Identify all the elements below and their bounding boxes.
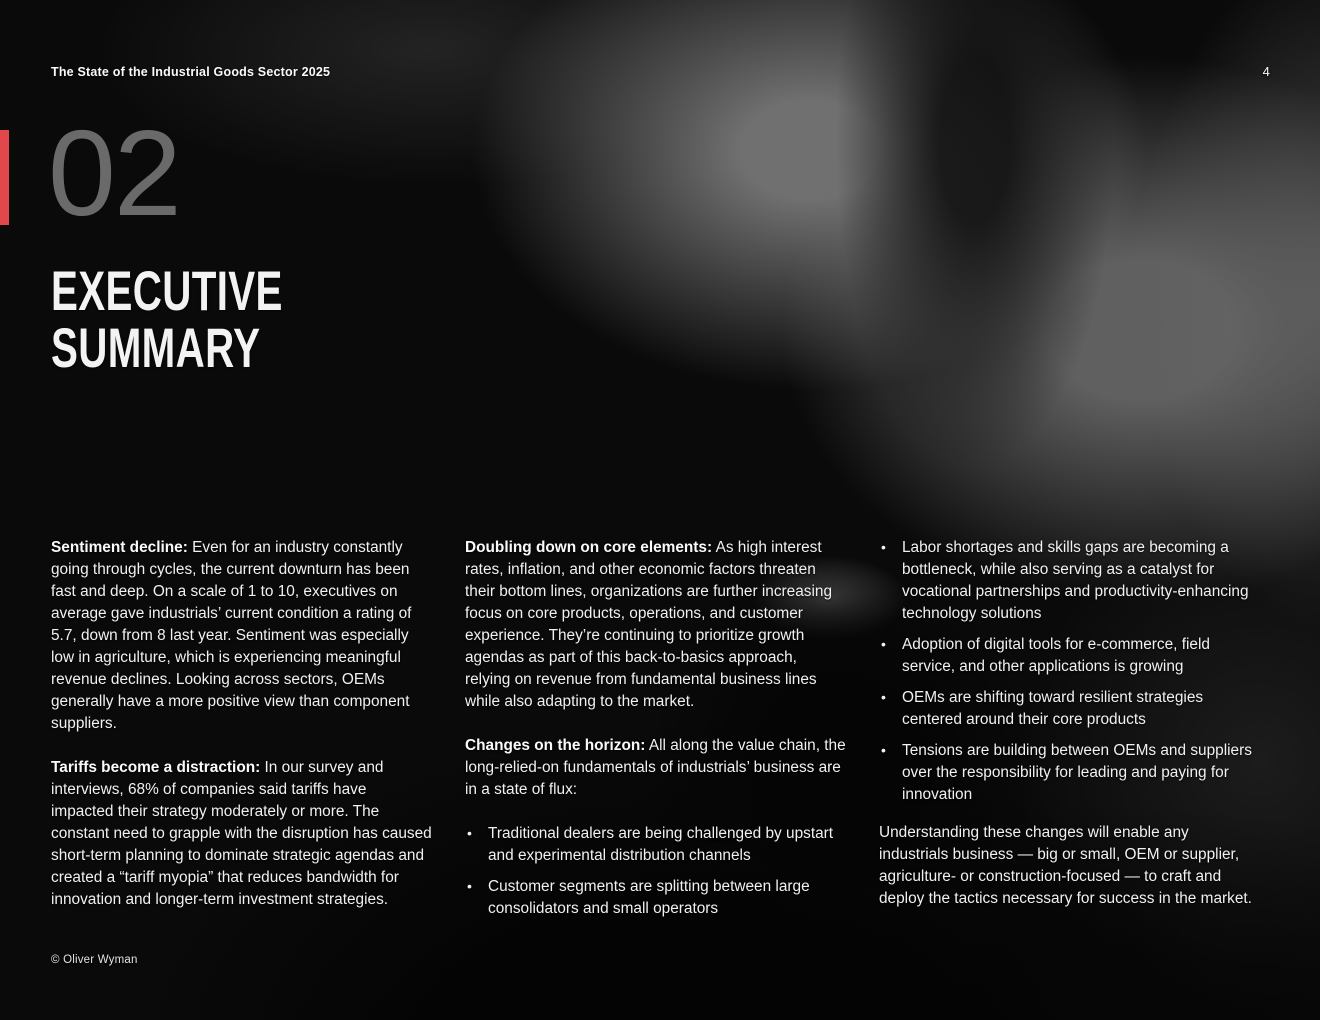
paragraph-lead: Doubling down on core elements: [465,539,713,556]
paragraph-lead: Tariffs become a distraction: [51,759,261,776]
bullet-item: • Adoption of digital tools for e-commerce, field service, and other applications is growing [879,634,1260,678]
paragraph-doubling-down [465,537,846,713]
chapter-title [51,259,373,379]
paragraph-text: All along the value chain, the long-relied-on fundamentals of industrials’ business are in a state of flux: [465,737,846,798]
paragraph-text: As high interest rates, inflation, and other economic factors threaten their bottom lines, organizations are further increasing focus on core products, operations, and customer experience. They’re continuing to prioritize growth agendas as part of this back-to-basics approach, relying on revenue from fundamental business lines while also adapting to the market. [465,539,833,710]
bullet-item: • Traditional dealers are being challenged by upstart and experimental distribution channels [465,823,846,867]
paragraph-sentiment-decline [51,537,432,735]
paragraph-changes-horizon [465,735,846,801]
paragraph-closing: Understanding these changes will enable any industrials business — big or small, OEM or supplier, agriculture- or construction-focused — to craft and deploy the tactics necessary for success in the market. [879,824,1252,907]
bullet-item: • OEMs are shifting toward resilient strategies centered around their core products [879,687,1260,731]
paragraph-text: Even for an industry constantly going through cycles, the current downturn has been fast and deep. On a scale of 1 to 10, executives on average gave industrials’ current condition a rating of 5.7, down from 8 last year. Sentiment was especially low in agriculture, which is experiencing meaningful revenue declines. Looking across sectors, OEMs generally have a more positive view than component suppliers. [51,539,412,732]
chapter-title-line-1: EXECUTIVE [51,259,283,322]
column-3 [879,537,1260,934]
chapter-title-line-2: SUMMARY [51,316,261,379]
running-title: The State of the Industrial Goods Sector 2025 [51,65,331,79]
bullet-item: • Labor shortages and skills gaps are becoming a bottleneck, while also serving as a catalyst for vocational partnerships and productivity-enhancing technology solutions [879,537,1260,625]
column-1 [51,537,432,934]
paragraph-text: In our survey and interviews, 68% of companies said tariffs have impacted their strategy moderately or more. The constant need to grapple with the disruption has caused short-term planning to dominate strategic agendas and created a “tariff myopia” that reduces bandwidth for innovation and longer-term investment strategies. [51,759,432,908]
chapter-accent-bar [0,130,9,225]
bullet-item: • Customer segments are splitting between large consolidators and small operators [465,876,846,920]
page-number: 4 [1262,64,1270,79]
copyright-text: © Oliver Wyman [51,954,138,966]
paragraph-tariffs-distraction [51,757,432,911]
bullet-item: • Tensions are building between OEMs and suppliers over the responsibility for leading and paying for innovation [879,740,1260,806]
chapter-number: 02 [48,105,180,241]
bullet-list [465,823,846,920]
paragraph-lead: Changes on the horizon: [465,737,646,754]
body-columns [51,537,1269,934]
column-2 [465,537,846,934]
bullet-list [879,537,1260,806]
paragraph-lead: Sentiment decline: [51,539,188,556]
page-header [51,64,1270,79]
page-footer [51,954,138,966]
